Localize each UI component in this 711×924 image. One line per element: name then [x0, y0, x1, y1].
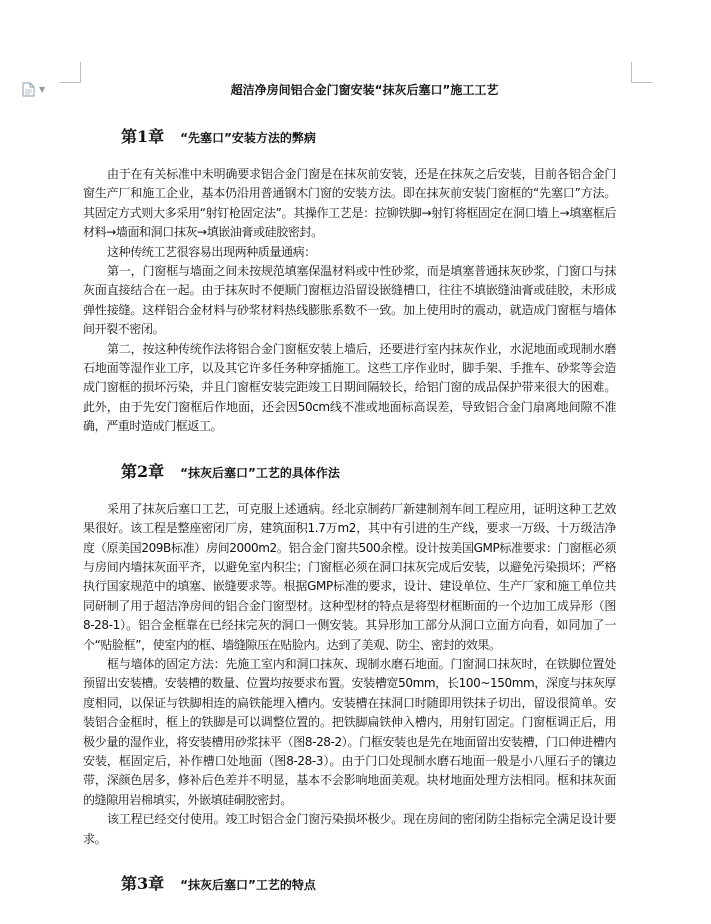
paragraph: 该工程已经交付使用。竣工时铝合金门窗污染损坏极少。现在房间的密闭防尘指标完全满足设计要求。 [83, 812, 616, 846]
chapter-2-heading [121, 459, 616, 482]
document-body [83, 80, 616, 894]
paragraph: 第一，门窗框与墙面之间未按规范填塞保温材料或中性砂浆，而是填塞普通抹灰砂浆，门窗口与抹灰面直接结合在一起。由于抹灰时不便顺门窗框边沿留设嵌缝槽口，往往不填嵌缝油膏或硅胶，未形成弹性接缝。这样铝合金材料与砂浆材料热线膨胀系数不一致。加上使用时的震动，就造成门窗框与墙体间开裂不密闭。 [83, 264, 616, 337]
page-corner-mark-left [60, 62, 81, 83]
chapter-3-heading [121, 871, 616, 894]
chapter-title: “抹灰后塞口”工艺的具体作法 [180, 465, 340, 480]
chapter-title: “抹灰后塞口”工艺的特点 [180, 878, 316, 892]
chapter-1-body [83, 165, 616, 437]
chapter-number: 第3章 [121, 874, 165, 893]
document-menu-button[interactable] [22, 82, 45, 97]
document-icon [22, 82, 35, 97]
chapter-title: “先塞口”安装方法的弊病 [180, 131, 316, 145]
page-corner-mark-right [631, 62, 652, 83]
paragraph: 框与墙体的固定方法：先施工室内和洞口抹灰、现制水磨石地面。门窗洞口抹灰时，在铁脚位置处预留出安装槽。安装槽的数量、位置均按要求布置。安装槽宽50mm，长100~150mm，深度与抹灰厚度相同，以保证与铁脚相连的扁铁能埋入槽内。安装槽在抹洞口时随即用铁抹子切出，留设很简单。安装铝合金框时，框上的铁脚是可以调整位置的。把铁脚扁铁伸入槽内，用射钉固定。门窗框调正后，用极少量的湿作业，将安装槽用砂浆抹平（图8-28-2）。门框安装也是先在地面留出安装槽，门口伸进槽内安装，框固定后，补作槽口处地面（图8-28-3）。由于门口处现制水磨石地面一般是小八厘石子的镶边带，深颜色居多，修补后色差并不明显，基本不会影响地面美观。块材地面处理方法相同。框和抹灰面的缝隙用岩棉填实，外嵌填硅硐胶密封。 [83, 656, 616, 807]
chapter-number: 第1章 [121, 127, 165, 146]
chapter-2-body [83, 500, 616, 849]
paragraph: 采用了抹灰后塞口工艺，可克服上述通病。经北京制药厂新建制剂车间工程应用，证明这种工艺效果很好。该工程是整座密闭厂房，建筑面积1.7万m2，其中有引进的生产线，要求一万级、十万级洁净度（原美国209B标准）房间2000m2。铝合金门窗共500余樘。设计按美国GMP标准要求：门窗框必须与房间内墙抹灰面平齐，以避免室内积尘；门窗框必须在洞口抹灰完成后安装，以避免污染损坏；严格执行国家规范中的填塞、嵌缝要求等。根据GMP标准的要求，设计、建设单位、生产厂家和施工单位共同研制了用于超洁净房间的铝合金门窗型材。这种型材的特点是将型材框断面的一个边加工成异形（图8-28-1）。铝合金框靠在已经抹完灰的洞口一侧安装。其异形加工部分从洞口立面方向看，如同加了一个“贴脸框”，使室内的框、墙缝隙压在贴脸内。达到了美观、防尘、密封的效果。 [83, 501, 616, 652]
paragraph: 第二，按这种传统作法将铝合金门窗框安装上墙后，还要进行室内抹灰作业，水泥地面或现制水磨石地面等湿作业工序，以及其它许多任务种穿插施工。这些工序作业时，脚手架、手推车、砂浆等会造成门窗框的损坏污染，并且门窗框安装完距竣工日期间隔较长，给铝门窗的成品保护带来很大的困难。此外，由于先安门窗框后作地面，还会因50cm线不准或地面标高误差，导致铝合金门扇离地间隙不准确，严重时造成门框返工。 [83, 341, 616, 434]
paragraph: 这种传统工艺很容易出现两种质量通病： [107, 244, 316, 259]
chapter-number: 第2章 [121, 461, 165, 481]
paragraph: 由于在有关标准中未明确要求铝合金门窗是在抹灰前安装，还是在抹灰之后安装，目前各铝合金门窗生产厂和施工企业，基本仍沿用普通钢木门窗的安装方法。即在抹灰前安装门窗框的“先塞口”方法。其固定方式则大多采用“射钉枪固定法”。其操作工艺是：拉铆铁脚→射钉将框固定在洞口墙上→填塞框后材料→墙面和洞口抹灰→填嵌油膏或硅胶密封。 [83, 167, 616, 240]
document-title: 超洁净房间铝合金门窗安装“抹灰后塞口”施工工艺 [230, 83, 499, 97]
chevron-down-icon: ▼ [39, 85, 46, 94]
chapter-1-heading [121, 124, 616, 147]
